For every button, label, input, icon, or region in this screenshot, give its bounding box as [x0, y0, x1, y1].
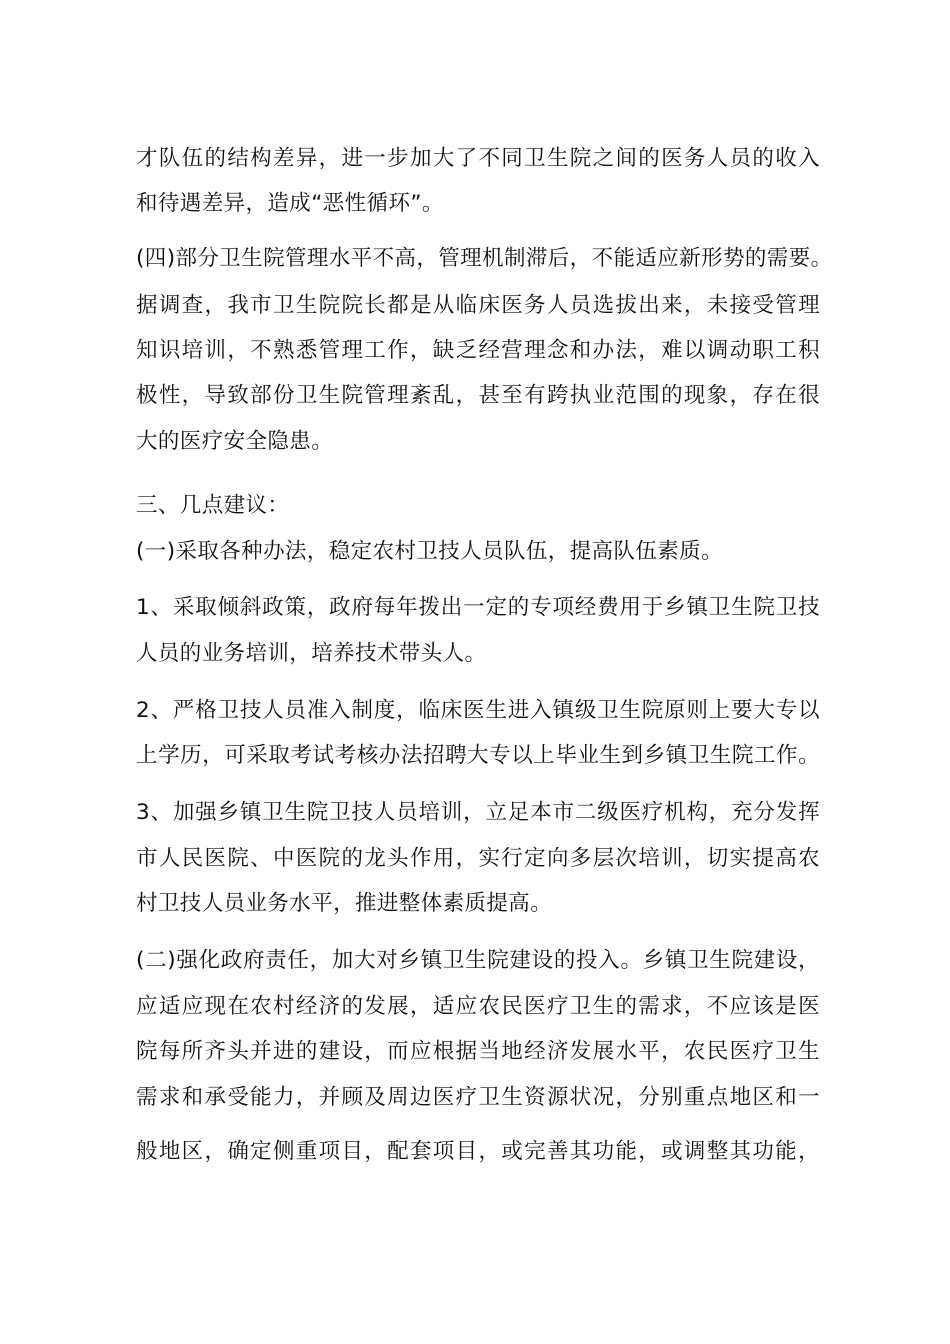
- text-line-19: 院每所齐头并进的建设，而应根据当地经济发展水平，农民医疗卫生: [136, 1039, 820, 1064]
- text-line-14: 3、加强乡镇卫生院卫技人员培训，立足本市二级医疗机构，充分发挥: [136, 800, 820, 825]
- text-line-17: (二)强化政府责任，加大对乡镇卫生院建设的投入。乡镇卫生院建设，: [136, 948, 820, 973]
- text-line-5: 知识培训，不熟悉管理工作，缺乏经营理念和办法，难以调动职工积: [136, 338, 820, 363]
- text-line-4: 据调查，我市卫生院院长都是从临床医务人员选拔出来，未接受管理: [136, 293, 820, 318]
- text-line-20: 需求和承受能力，并顾及周边医疗卫生资源状况，分别重点地区和一: [136, 1085, 820, 1110]
- text-line-15: 市人民医院、中医院的龙头作用，实行定向多层次培训，切实提高农: [136, 846, 820, 871]
- text-line-18: 应适应现在农村经济的发展，适应农民医疗卫生的需求，不应该是医: [136, 994, 820, 1019]
- text-line-7: 大的医疗安全隐患。: [136, 429, 334, 454]
- text-line-11: 人员的业务培训，培养技术带头人。: [136, 641, 487, 666]
- text-line-10: 1、采取倾斜政策，政府每年拨出一定的专项经费用于乡镇卫生院卫技: [136, 595, 820, 620]
- text-line-2: 和待遇差异，造成“恶性循环”。: [136, 191, 444, 216]
- text-line-21: 般地区，确定侧重项目，配套项目，或完善其功能，或调整其功能，: [136, 1139, 820, 1164]
- text-line-6: 极性，导致部份卫生院管理紊乱，甚至有跨执业范围的现象，存在很: [136, 383, 820, 408]
- text-line-1: 才队伍的结构差异，进一步加大了不同卫生院之间的医务人员的收入: [136, 146, 820, 171]
- text-line-3: (四)部分卫生院管理水平不高，管理机制滞后，不能适应新形势的需要。: [136, 246, 833, 271]
- text-line-16: 村卫技人员业务水平，推进整体素质提高。: [136, 891, 553, 916]
- text-line-13: 上学历，可采取考试考核办法招聘大专以上毕业生到乡镇卫生院工作。: [136, 743, 820, 768]
- text-line-9: (一)采取各种办法，稳定农村卫技人员队伍，提高队伍素质。: [136, 539, 723, 564]
- text-line-12: 2、严格卫技人员准入制度，临床医生进入镇级卫生院原则上要大专以: [136, 698, 820, 723]
- section-heading: 三、几点建议：: [136, 493, 290, 518]
